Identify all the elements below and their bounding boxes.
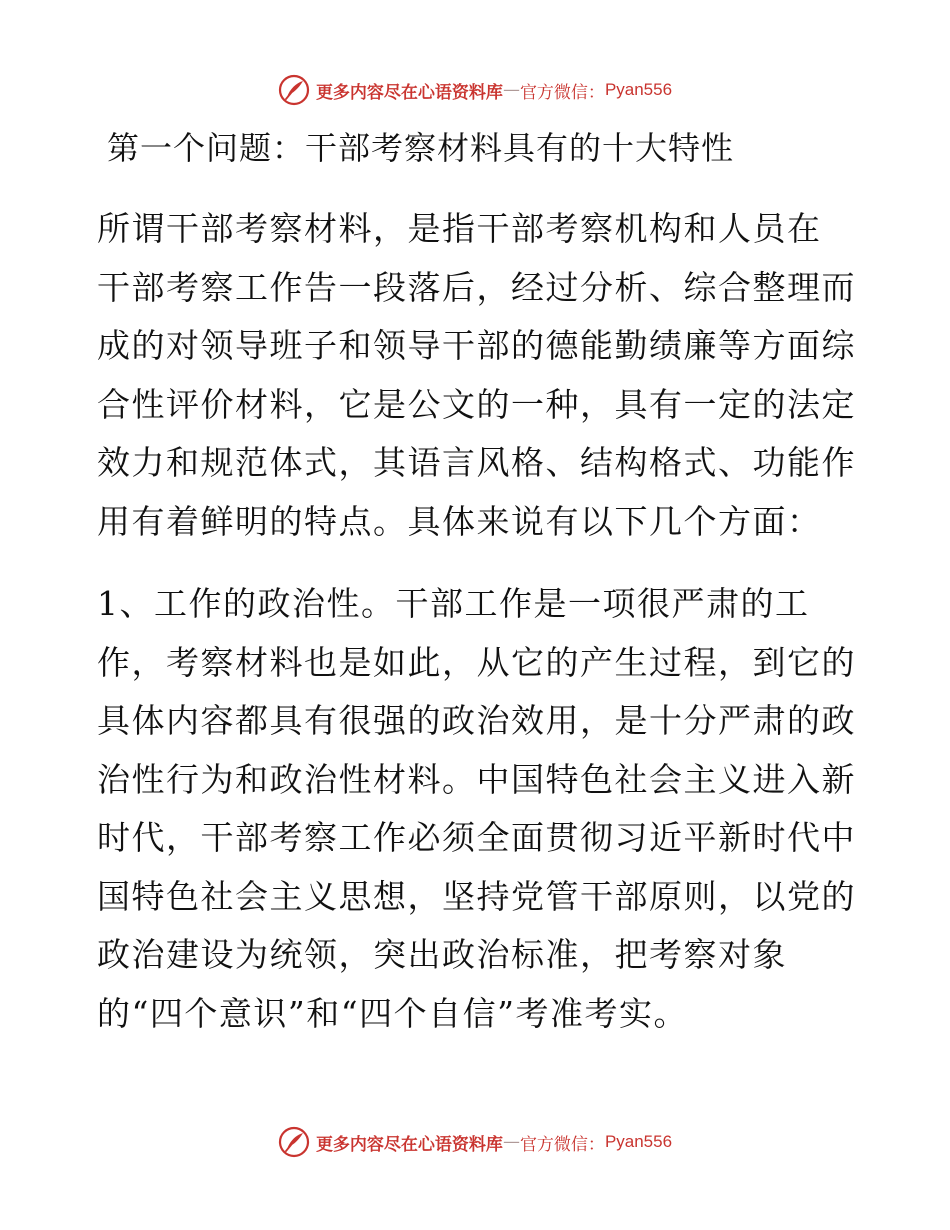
paragraph-line: 1、工作的政治性。干部工作是一项很严肃的工 xyxy=(97,584,810,623)
header-watermark xyxy=(0,70,950,110)
paragraph-line: 效力和规范体式，其语言风格、结构格式、功能作 xyxy=(97,443,856,482)
paragraph-political-nature xyxy=(97,575,856,1043)
paragraph-line: 国特色社会主义思想，坚持党管干部原则，以党的 xyxy=(97,876,856,916)
watermark-wechat-id: Pyan556 xyxy=(604,1132,673,1151)
paragraph-definition xyxy=(97,200,856,551)
paragraph-line: 的“四个意识”和“四个自信”考准考实。 xyxy=(97,993,688,1033)
watermark-dash: — xyxy=(502,1132,520,1152)
watermark-wechat-label: 官方微信： xyxy=(519,82,605,103)
paragraph-line: 政治建设为统领，突出政治标准，把考察对象 xyxy=(97,935,787,974)
document-body xyxy=(97,120,856,1043)
paragraph-line: 所谓干部考察材料，是指干部考察机构和人员在 xyxy=(97,209,822,248)
watermark-wechat-id: Pyan556 xyxy=(604,80,673,99)
watermark-main-text: 更多内容尽在心语资料库 xyxy=(315,82,503,103)
watermark-main-text: 更多内容尽在心语资料库 xyxy=(315,1134,503,1155)
paragraph-line: 成的对领导班子和领导干部的德能勤绩廉等方面综 xyxy=(97,326,856,365)
paragraph-line: 具体内容都具有很强的政治效用，是十分严肃的政 xyxy=(97,701,856,740)
footer-watermark xyxy=(0,1122,950,1162)
feather-pen-logo-icon xyxy=(278,74,310,106)
paragraph-line: 时代，干部考察工作必须全面贯彻习近平新时代中 xyxy=(97,818,856,857)
section-heading: 第一个问题：干部考察材料具有的十大特性 xyxy=(107,129,735,167)
paragraph-line: 用有着鲜明的特点。具体来说有以下几个方面： xyxy=(97,501,822,541)
paragraph-line: 作，考察材料也是如此，从它的产生过程，到它的 xyxy=(97,642,856,682)
feather-pen-logo-icon xyxy=(278,1126,310,1158)
paragraph-line: 合性评价材料，它是公文的一种，具有一定的法定 xyxy=(97,384,856,424)
paragraph-line: 干部考察工作告一段落后，经过分析、综合整理而 xyxy=(97,267,856,307)
paragraph-line: 治性行为和政治性材料。中国特色社会主义进入新 xyxy=(97,759,856,799)
watermark-dash: — xyxy=(502,80,520,100)
watermark-wechat-label: 官方微信： xyxy=(519,1134,605,1155)
